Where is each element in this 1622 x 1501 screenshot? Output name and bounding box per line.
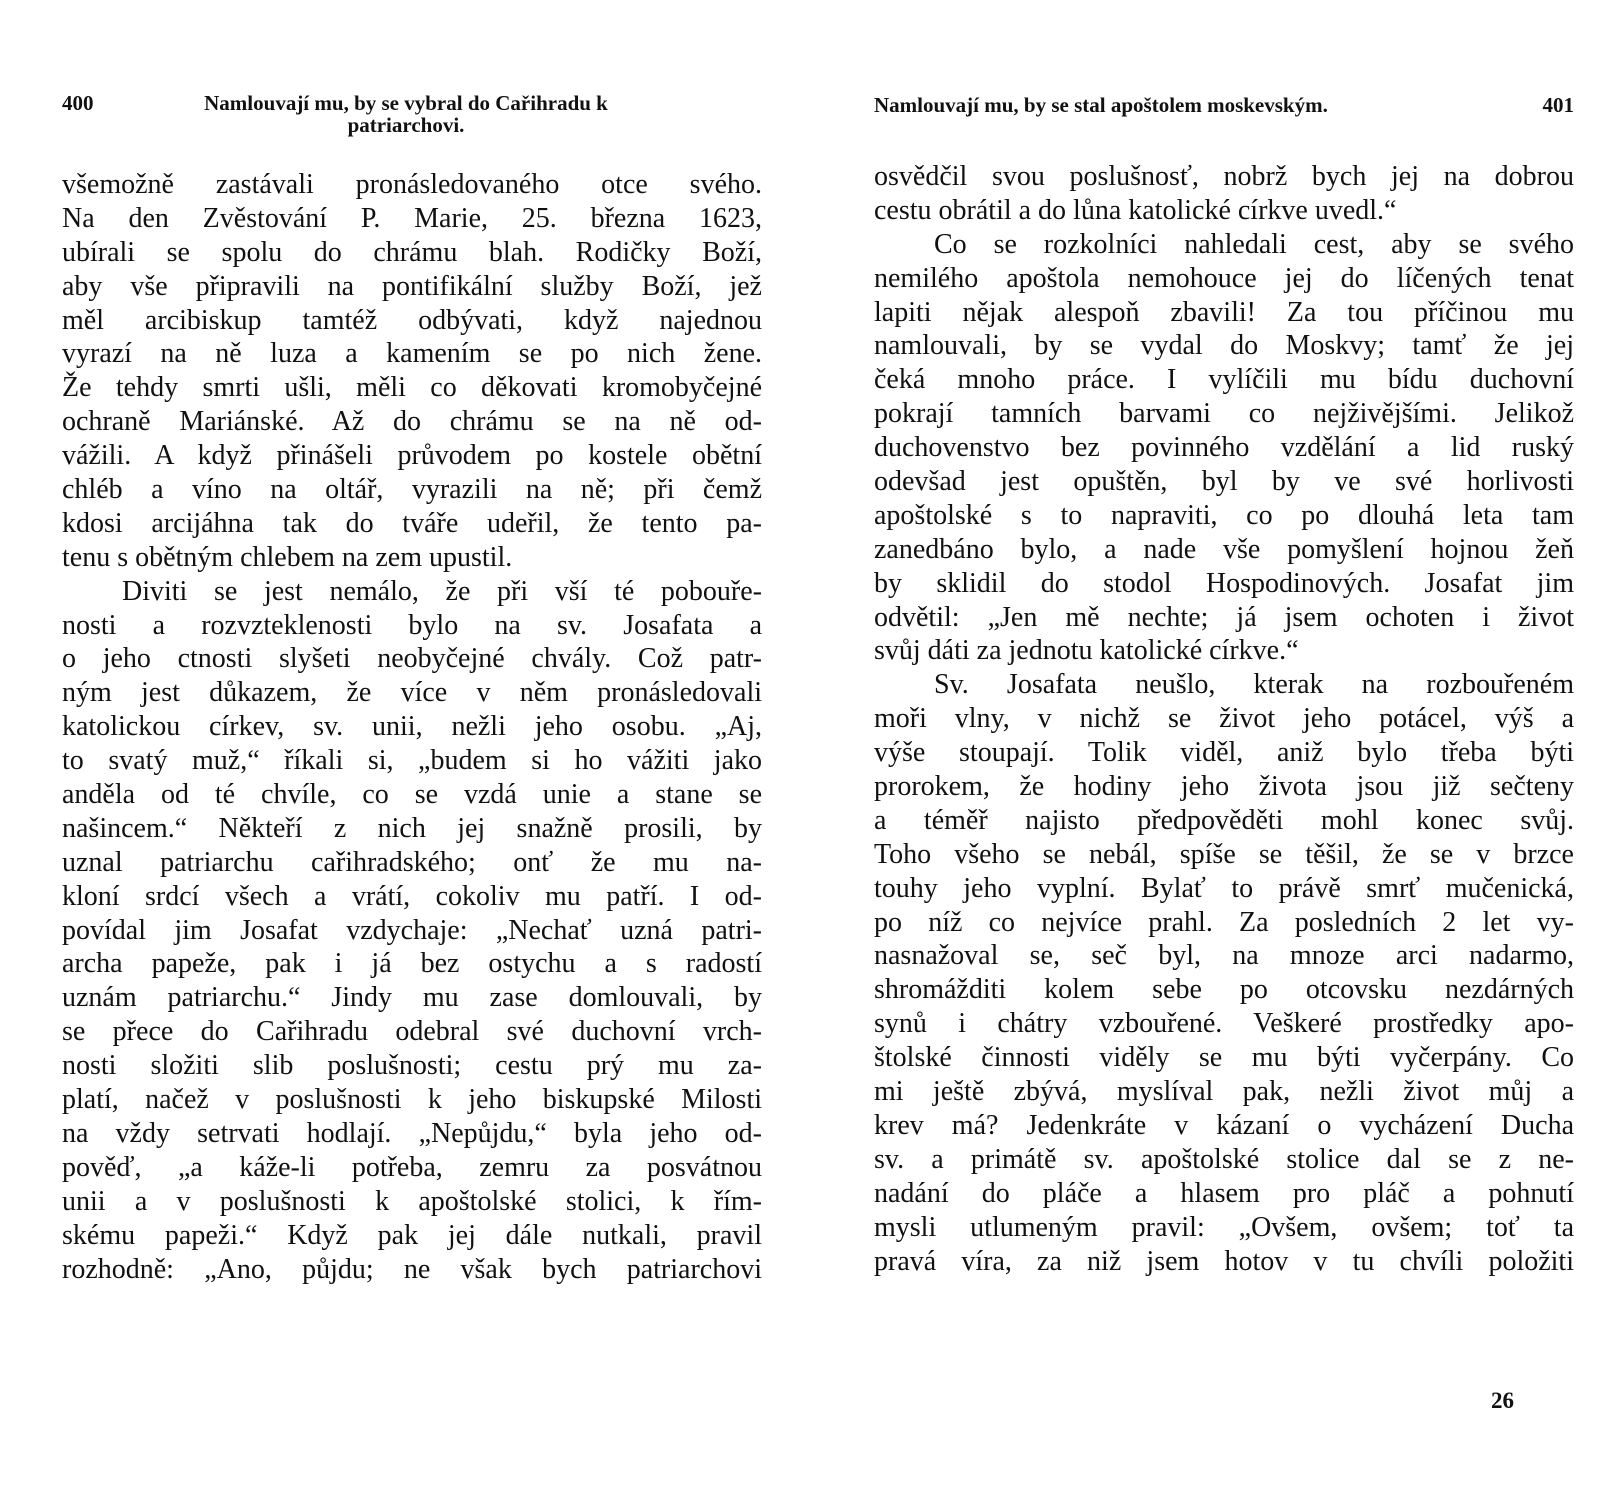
text-line: sv. a primátě sv. apoštolské stolice dal se z ne- — [874, 1143, 1574, 1175]
text-line: mi ještě zbývá, myslíval pak, nežli život můj a — [874, 1076, 1574, 1108]
text-line: lapiti nějak alespoň zbavili! Za tou příčinou mu — [874, 296, 1574, 328]
text-line: shromážditi kolem sebe po otcovsku nezdárných — [874, 974, 1574, 1006]
running-head-left: Namlouvají mu, by se vybral do Cařihradu k patriarchovi. — [204, 91, 608, 137]
text-line: o jeho ctnosti slyšeti neobyčejné chvály. Což patr- — [62, 643, 762, 675]
text-line: uznal patriarchu cařihradského; onť že mu na- — [62, 846, 762, 878]
text-line: chléb a víno na oltář, vyrazili na ně; při čemž — [62, 474, 762, 506]
text-line: unii a v poslušnosti k apoštolské stolici, k řím- — [62, 1185, 762, 1217]
text-line: štolské činnosti viděly se mu býti vyčerpány. Co — [874, 1042, 1574, 1074]
text-line: ným jest důkazem, že více v něm pronásledovali — [62, 677, 762, 709]
text-line: nosti a rozvzteklenosti bylo na sv. Josafata a — [62, 609, 762, 641]
text-line: cestu obrátil a do lůna katolické církve uvedl.“ — [874, 194, 1397, 226]
text-line: krev má? Jedenkráte v kázaní o vycházení Ducha — [874, 1109, 1574, 1141]
text-line: ubírali se spolu do chrámu blah. Rodičky Boží, — [62, 236, 762, 268]
text-line: všemožně zastávali pronásledovaného otce svého. — [62, 169, 762, 200]
text-line: ochraně Mariánské. Až do chrámu se na ně od- — [62, 406, 762, 438]
text-line: tenu s obětným chlebem na zem upustil. — [62, 541, 513, 573]
text-line: to svatý muž,“ říkali si, „budem si ho vážiti jako — [62, 745, 762, 777]
text-line: na vždy setrvati hodlají. „Nepůjdu,“ byla jeho od- — [62, 1117, 762, 1149]
text-line: prorokem, že hodiny jeho života jsou již sečteny — [874, 771, 1574, 803]
text-line: vážili. A když přinášeli průvodem po kostele obětní — [62, 440, 762, 472]
text-line: výše stoupají. Tolik viděl, aniž bylo třeba býti — [874, 737, 1574, 769]
text-line: nadání do pláče a hlasem pro pláč a pohnutí — [874, 1177, 1574, 1209]
text-line: synů i chátry vzbouřené. Veškeré prostředky apo- — [874, 1008, 1574, 1040]
text-line: nemilého apoštola nemohouce jej do líčených tenat — [874, 262, 1574, 294]
text-line: a téměř najisto předpověděti mohl konec svůj. — [874, 804, 1574, 836]
text-line: zanedbáno bylo, a nade vše pomyšlení hojnou žeň — [874, 533, 1574, 565]
page-number-left: 400 — [62, 91, 94, 115]
text-line: Že tehdy smrti ušli, měli co děkovati kromobyčejné — [62, 372, 762, 404]
text-line: Toho všeho se nebál, spíše se těšil, že se v brzce — [874, 838, 1574, 870]
right-page-body — [874, 160, 1574, 1278]
text-line: apoštolské s to napraviti, co po dlouhá leta tam — [874, 499, 1574, 531]
text-line: měl arcibiskup tamtéž odbývati, když najednou — [62, 304, 762, 336]
text-line: Co se rozkolníci nahledali cest, aby se svého — [934, 228, 1574, 260]
text-line: našincem.“ Někteří z nich jej snažně prosili, by — [62, 812, 762, 844]
text-line: namlouvali, by se vydal do Moskvy; tamť že jej — [874, 330, 1574, 362]
text-line: touhy jeho vyplní. Bylať to právě smrť mučenická, — [874, 872, 1574, 904]
text-line: rozhodně: „Ano, půjdu; ne však bych patriarchovi — [62, 1253, 762, 1285]
text-line: vyrazí na ně luza a kamením se po nich žene. — [62, 338, 762, 370]
text-line: archa papeže, pak i já bez ostychu a s radostí — [62, 948, 762, 980]
text-line: mysli utlumeným pravil: „Ovšem, ovšem; toť ta — [874, 1211, 1574, 1243]
left-page — [62, 0, 762, 1501]
running-head-right: Namlouvají mu, by se stal apoštolem moskevským. — [874, 93, 1328, 117]
text-line: by sklidil do stodol Hospodinových. Josafat jim — [874, 567, 1574, 599]
text-line: kloní srdcí všech a vrátí, cokoliv mu patří. I od- — [62, 880, 762, 912]
text-line: Na den Zvěstování P. Marie, 25. března 1623, — [62, 202, 762, 234]
text-line: Diviti se jest nemálo, že při vší té pobouře- — [122, 575, 762, 607]
text-line: po níž co nejvíce prahl. Za posledních 2 let vy- — [874, 906, 1574, 938]
text-line: aby vše připravili na pontifikální služby Boží, jež — [62, 270, 762, 302]
text-line: nosti složiti slib poslušnosti; cestu prý mu za- — [62, 1050, 762, 1082]
text-line: skému papeži.“ Když pak jej dále nutkali, pravil — [62, 1219, 762, 1251]
text-line: odevšad jest opuštěn, byl by ve své horlivosti — [874, 466, 1574, 498]
text-line: moři vlny, v nichž se život jeho potácel, výš a — [874, 703, 1574, 735]
text-line: čeká mnoho práce. I vylíčili mu bídu duchovní — [874, 364, 1574, 396]
text-line: svůj dáti za jednotu katolické církve.“ — [874, 635, 1299, 667]
text-line: odvětil: „Jen mě nechte; já jsem ochoten i život — [874, 601, 1574, 633]
page-number-right: 401 — [1542, 93, 1574, 117]
text-line: pověď, „a káže-li potřeba, zemru za posvátnou — [62, 1151, 762, 1183]
text-line: nasnažoval se, seč byl, na mnoze arci nadarmo, — [874, 940, 1574, 972]
left-page-body — [62, 168, 762, 1286]
text-line: uznám patriarchu.“ Jindy mu zase domlouvali, by — [62, 982, 762, 1014]
text-line: se přece do Cařihradu odebral své duchovní vrch- — [62, 1016, 762, 1048]
text-line: katolickou církev, sv. unii, nežli jeho osobu. „Aj, — [62, 711, 762, 743]
text-line: anděla od té chvíle, co se vzdá unie a stane se — [62, 779, 762, 811]
text-line: kdosi arcijáhna tak do tváře udeřil, že tento pa- — [62, 507, 762, 539]
text-line: Sv. Josafata neušlo, kterak na rozbouřeném — [934, 669, 1574, 701]
text-line: osvědčil svou poslušnosť, nobrž bych jej na dobrou — [874, 161, 1574, 192]
right-page — [874, 0, 1574, 1501]
signature-mark: 26 — [1491, 1388, 1514, 1413]
text-line: pokrají tamních barvami co nejživějšími. Jelikož — [874, 398, 1574, 430]
text-line: platí, načež v poslušnosti k jeho biskupské Milosti — [62, 1084, 762, 1116]
text-line: duchovenstvo bez povinného vzdělání a lid ruský — [874, 432, 1574, 464]
text-line: pravá víra, za niž jsem hotov v tu chvíli položiti — [874, 1245, 1574, 1277]
text-line: povídal jim Josafat vzdychaje: „Nechať uzná patri- — [62, 914, 762, 946]
